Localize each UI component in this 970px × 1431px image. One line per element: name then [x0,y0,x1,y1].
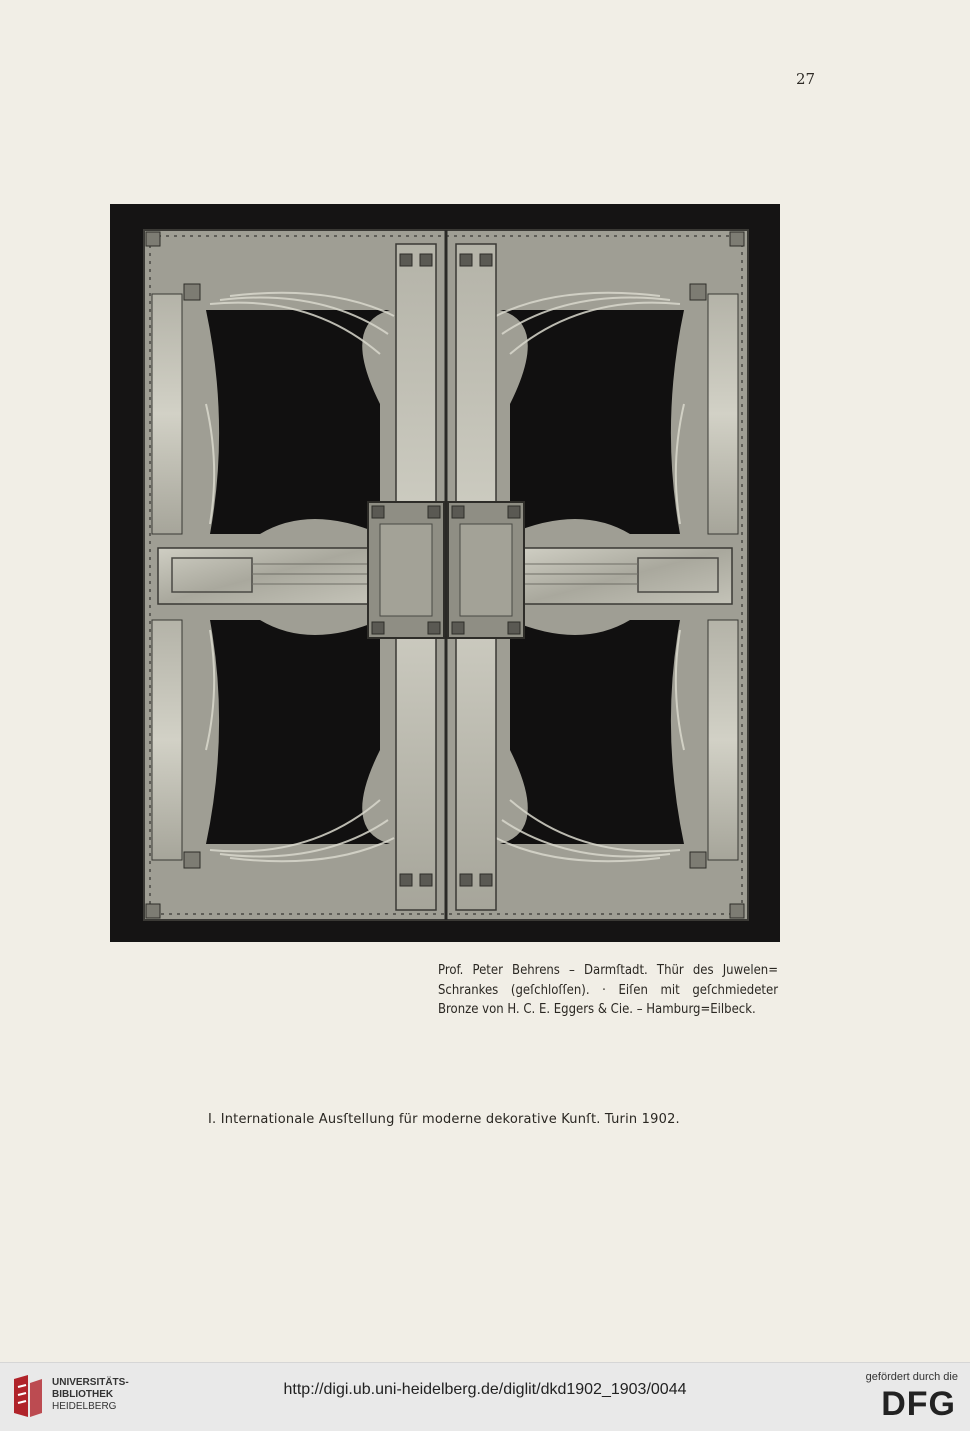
caption-line-3: Bronze von H. C. E. Eggers & Cie. – Hamburg=Eilbeck. [438,1002,756,1017]
door-illustration [110,204,780,942]
plate-caption [438,961,778,1020]
library-name-line-3: HEIDELBERG [52,1401,117,1412]
viewer-bar [0,1362,970,1431]
dfg-logo: DFG [881,1385,956,1423]
funding-label: gefördert durch die [865,1371,958,1383]
exhibition-footer: I. Internationale Ausſtellung für moderne dekorative Kunſt. Turin 1902. [208,1112,680,1127]
permalink-url[interactable]: http://digi.ub.uni-heidelberg.de/diglit/dkd1902_1903/0044 [283,1381,687,1398]
page-number: 27 [796,70,816,88]
caption-line-1: Prof. Peter Behrens – Darmſtadt. Thür des Juwelen= [438,963,778,978]
library-name-line-2: BIBLIOTHEK [52,1389,114,1400]
university-logo-icon [10,1373,46,1419]
plate-photograph [110,204,780,942]
library-name [52,1377,129,1413]
library-name-line-1: UNIVERSITÄTS- [52,1377,129,1388]
caption-line-2: Schrankes (geſchloſſen). · Eiſen mit geſchmiedeter [438,982,778,998]
